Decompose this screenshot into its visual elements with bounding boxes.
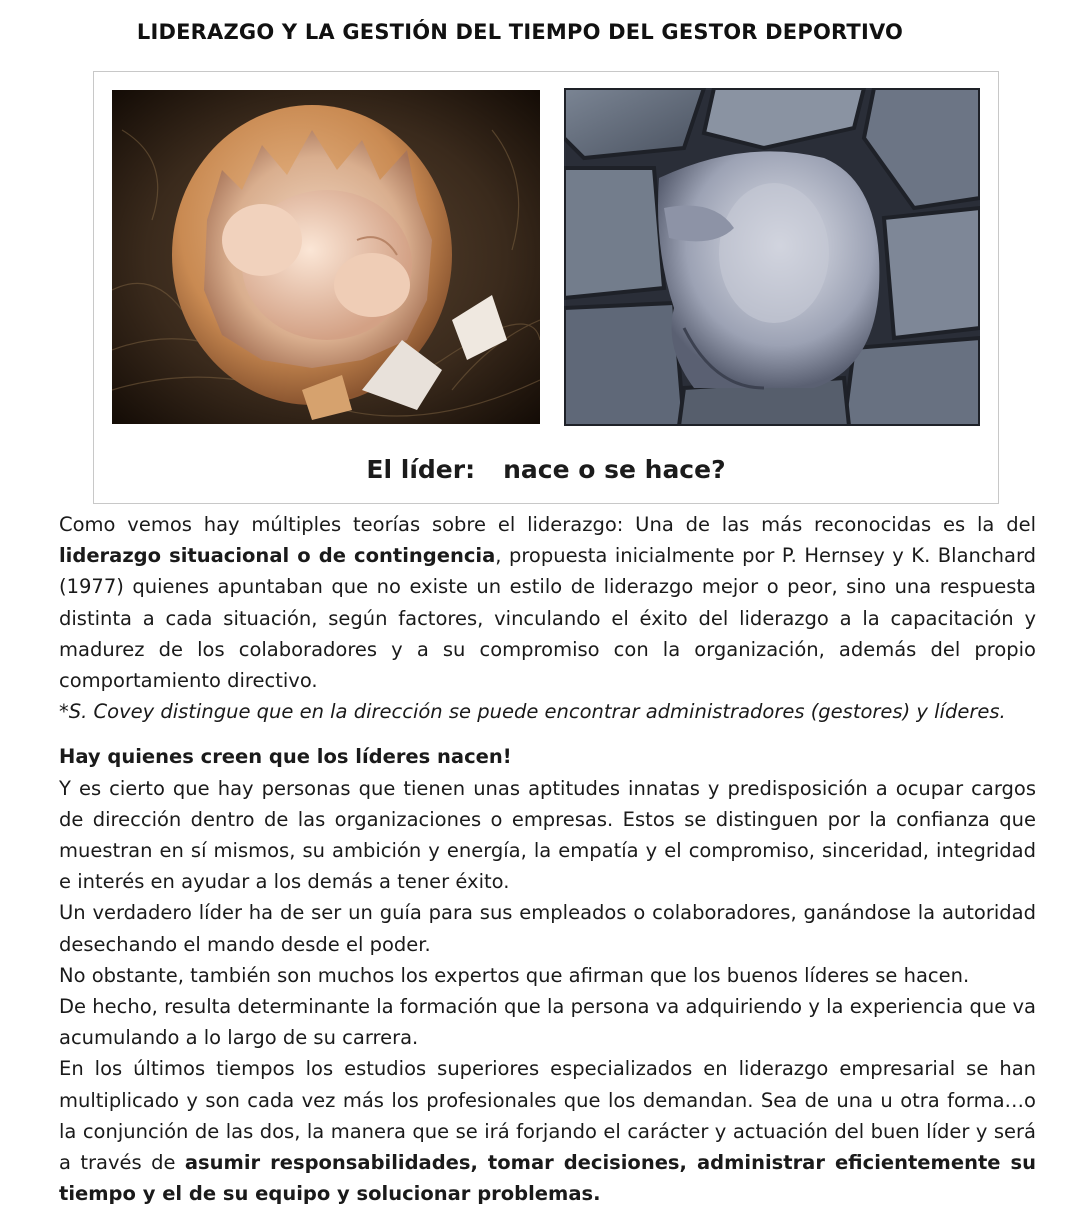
stone-photo (564, 88, 980, 426)
paragraph-training: De hecho, resulta determinante la formación que la persona va adquiriendo y la experiencia que va acumulando a lo largo de su carrera. (59, 995, 1036, 1050)
paragraph-guide: Un verdadero líder ha de ser un guía para sus empleados o colaboradores, ganándose la autoridad desechando el mando desde el poder. (59, 901, 1036, 956)
paragraph-text: , propuesta inicialmente por P. Hernsey y K. Blanchard (1977) quienes apuntaban que no existe un estilo de liderazgo mejor o peor, sino una respuesta distinta a cada situación, según factores, vinculando el éxito del liderazgo a la capacitación y madurez de los colaboradores y a su compromiso con la organización, además del propio comportamiento directivo. (59, 544, 1036, 693)
paragraph-made: No obstante, también son muchos los expertos que afirman que los buenos líderes se hacen. (59, 963, 970, 987)
section-heading: Hay quienes creen que los líderes nacen! (59, 745, 512, 769)
bold-term: liderazgo situacional o de contingencia (59, 544, 496, 568)
body-text (59, 509, 1036, 1209)
illustration-figure (93, 71, 999, 504)
paragraph-text: En los últimos tiempos los estudios superiores especializados en liderazgo empresarial se han multiplicado y son cada vez más los profesionales que los demandan. Sea de una u otra forma…o la conjunción de las dos, la manera que se irá forjando el carácter y actuación del buen líder y será a través de (59, 1057, 1036, 1175)
caption-part-2: nace o se hace? (503, 455, 726, 484)
bold-conclusion: asumir responsabilidades, tomar decisiones, administrar eficientemente su tiempo y el de su equipo y solucionar problemas. (59, 1151, 1036, 1206)
egg-photo (112, 90, 540, 424)
paragraph-innate: Y es cierto que hay personas que tienen unas aptitudes innatas y predisposición a ocupar cargos de dirección dentro de las organizaciones o empresas. Estos se distinguen por la confianza que muestran en sí mismos, su ambición y energía, la empatía y el compromiso, sinceridad, integridad e interés en ayudar a los demás a tener éxito. (59, 776, 1036, 894)
covey-note: *S. Covey distingue que en la dirección se puede encontrar administradores (gestores) y líderes. (59, 700, 1006, 724)
paragraph-situational (59, 509, 1036, 696)
paragraph-text: Como vemos hay múltiples teorías sobre el liderazgo: Una de las más reconocidas es la del (59, 513, 1036, 536)
paragraph-studies (59, 1053, 1036, 1209)
caption-part-1: El líder: (366, 455, 476, 484)
document-title: LIDERAZGO Y LA GESTIÓN DEL TIEMPO DEL GESTOR DEPORTIVO (136, 20, 904, 44)
figure-caption (94, 455, 998, 484)
